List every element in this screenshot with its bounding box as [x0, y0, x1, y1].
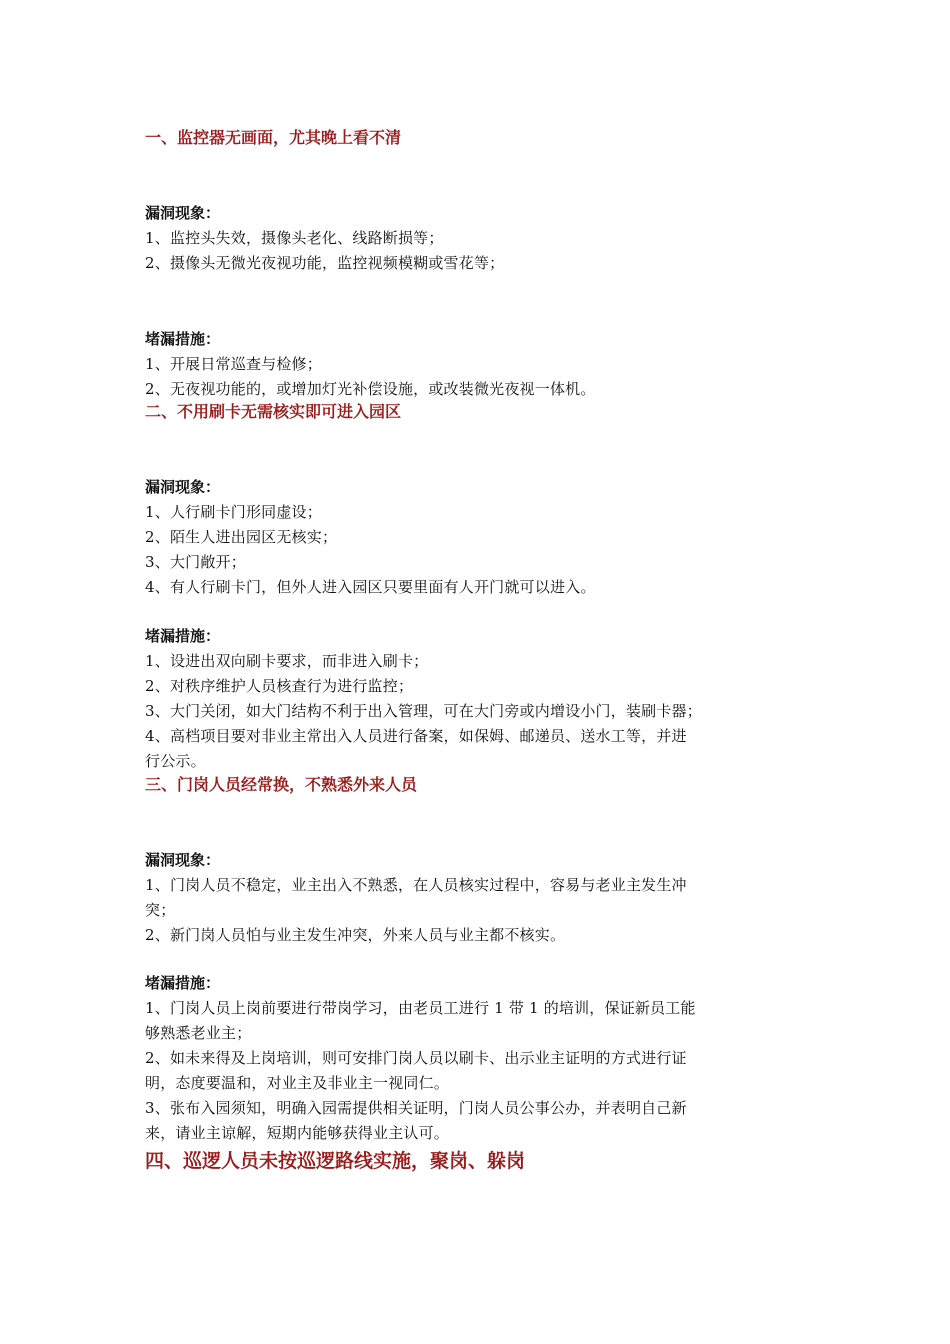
phenomenon-item: 2、摄像头无微光夜视功能，监控视频模糊或雪花等； — [145, 254, 505, 272]
section-2-phenomenon — [145, 474, 810, 600]
phenomenon-item: 2、新门岗人员怕与业主发生冲突，外来人员与业主都不核实。 — [145, 926, 566, 944]
section-3-heading: 三、门岗人员经常换，不熟悉外来人员 — [145, 775, 418, 794]
measures-item: 明，态度要温和，对业主及非业主一视同仁。 — [145, 1074, 450, 1092]
section-3-phenomenon — [145, 847, 810, 948]
measures-label: 堵漏措施： — [145, 627, 221, 645]
section-1-phenomenon — [145, 200, 810, 276]
phenomenon-item: 4、有人行刷卡门，但外人进入园区只要里面有人开门就可以进入。 — [145, 578, 596, 596]
section-1-measures — [145, 326, 810, 402]
section-3-measures — [145, 970, 810, 1146]
phenomenon-item: 1、人行刷卡门形同虚设； — [145, 503, 322, 521]
measures-item: 2、无夜视功能的，或增加灯光补偿设施，或改装微光夜视一体机。 — [145, 380, 596, 398]
measures-label: 堵漏措施： — [145, 330, 221, 348]
section-2-measures — [145, 623, 810, 774]
measures-label: 堵漏措施： — [145, 974, 221, 992]
section-2-heading: 二、不用刷卡无需核实即可进入园区 — [145, 402, 402, 421]
phenomenon-item: 突； — [145, 901, 176, 919]
measures-item: 2、对秩序维护人员核查行为进行监控； — [145, 677, 414, 695]
section-1-heading: 一、监控器无画面，尤其晚上看不清 — [145, 128, 402, 147]
section-3-heading-block — [145, 773, 810, 797]
phenomenon-item: 1、门岗人员不稳定，业主出入不熟悉，在人员核实过程中，容易与老业主发生冲 — [145, 876, 687, 894]
phenomenon-item: 2、陌生人进出园区无核实； — [145, 528, 338, 546]
measures-item: 3、张布入园须知，明确入园需提供相关证明，门岗人员公事公办，并表明自己新 — [145, 1099, 687, 1117]
measures-item: 1、门岗人员上岗前要进行带岗学习，由老员工进行 1 带 1 的培训，保证新员工能 — [145, 999, 696, 1017]
measures-item: 行公示。 — [145, 752, 206, 770]
section-4-heading-block — [145, 1147, 810, 1175]
section-2-heading-block — [145, 400, 810, 424]
measures-item: 够熟悉老业主； — [145, 1024, 252, 1042]
phenomenon-label: 漏洞现象： — [145, 851, 221, 869]
phenomenon-label: 漏洞现象： — [145, 204, 221, 222]
measures-item: 2、如未来得及上岗培训，则可安排门岗人员以刷卡、出示业主证明的方式进行证 — [145, 1049, 687, 1067]
measures-item: 1、设进出双向刷卡要求，而非进入刷卡； — [145, 652, 429, 670]
measures-item: 4、高档项目要对非业主常出入人员进行备案，如保姆、邮递员、送水工等，并进 — [145, 727, 687, 745]
phenomenon-label: 漏洞现象： — [145, 478, 221, 496]
measures-item: 1、开展日常巡查与检修； — [145, 355, 322, 373]
section-4-heading: 四、巡逻人员未按巡逻路线实施，聚岗、躲岗 — [145, 1150, 526, 1172]
section-1-heading-block — [145, 126, 810, 150]
measures-item: 来，请业主谅解，短期内能够获得业主认可。 — [145, 1124, 450, 1142]
phenomenon-item: 3、大门敞开； — [145, 553, 246, 571]
phenomenon-item: 1、监控头失效，摄像头老化、线路断损等； — [145, 229, 444, 247]
measures-item: 3、大门关闭，如大门结构不利于出入管理，可在大门旁或内增设小门，装刷卡器； — [145, 702, 702, 720]
